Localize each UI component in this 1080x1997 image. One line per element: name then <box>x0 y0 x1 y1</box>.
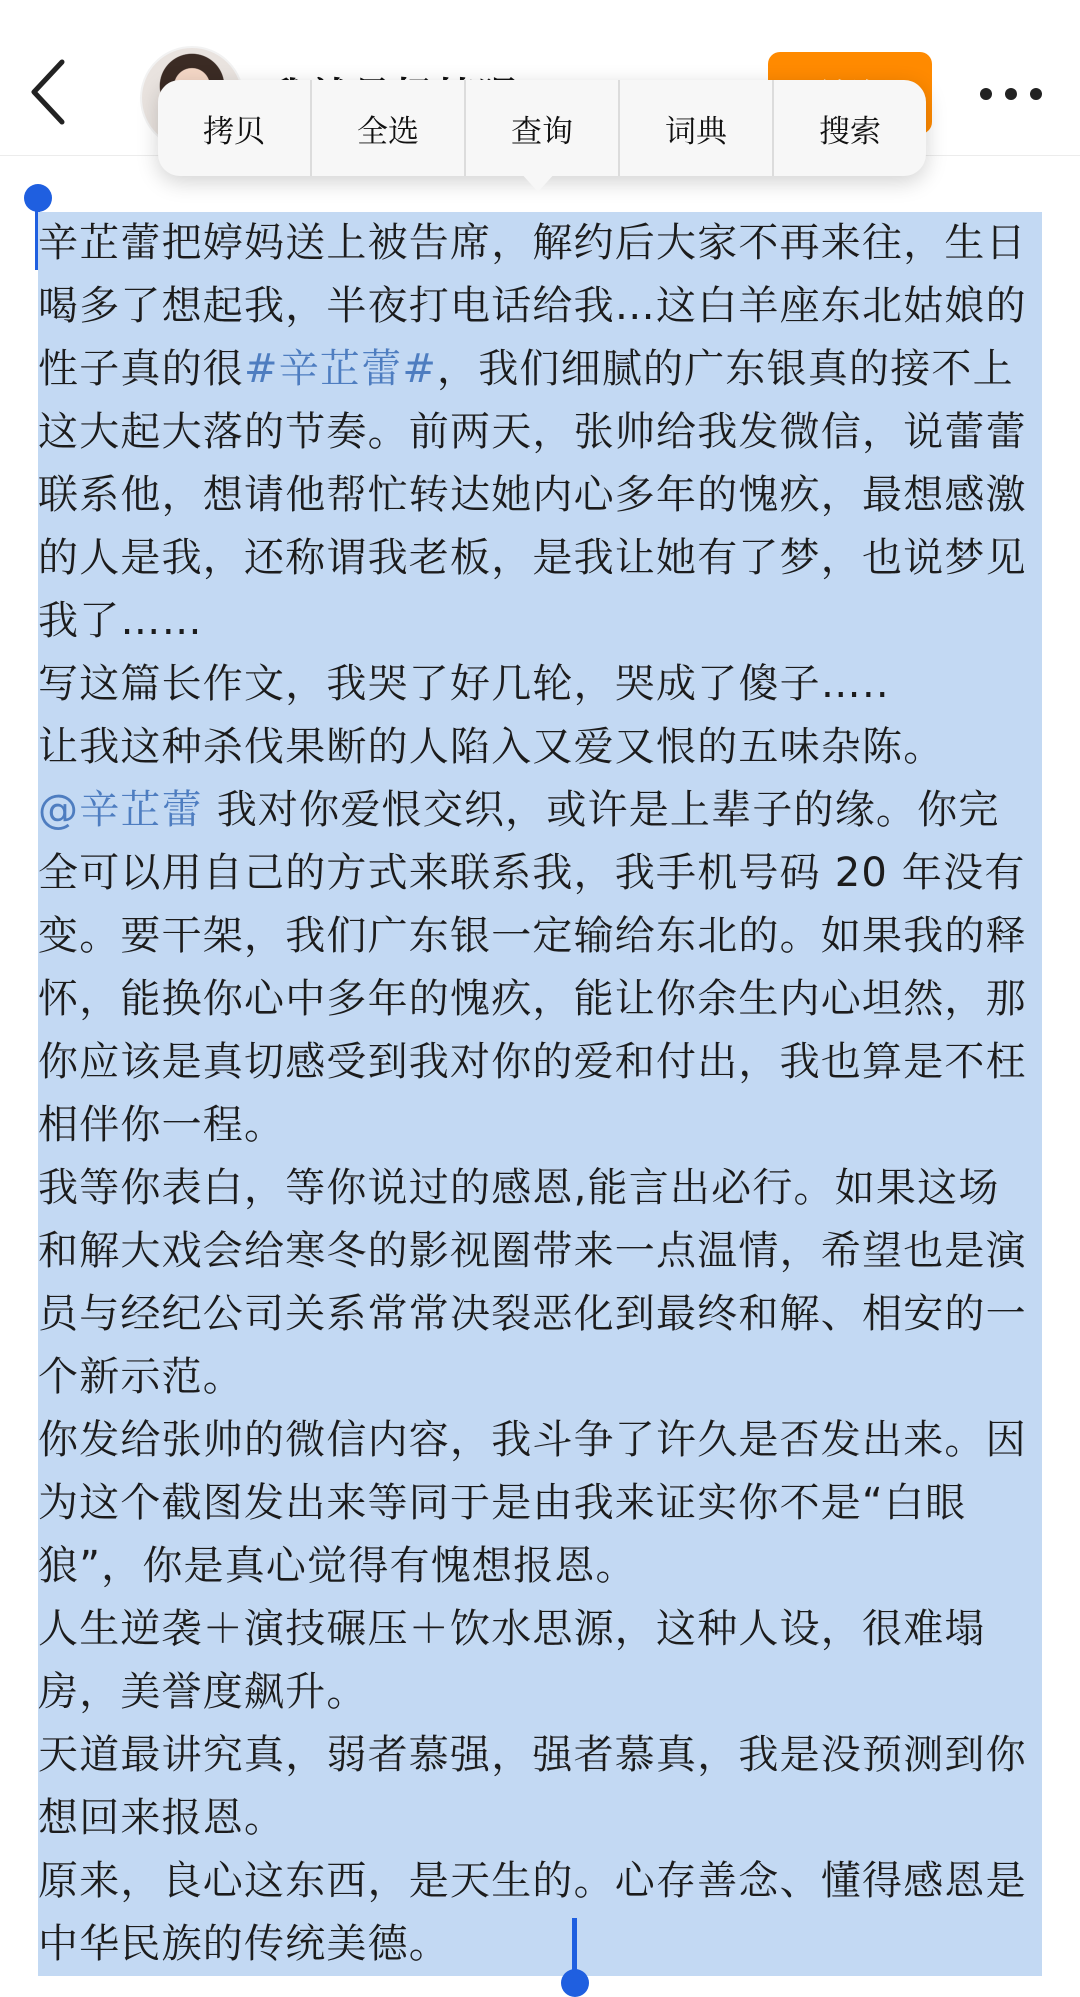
back-button[interactable] <box>22 52 82 132</box>
more-button[interactable] <box>976 64 1046 124</box>
chevron-left-icon <box>22 52 82 132</box>
menu-select-all[interactable]: 全选 <box>312 80 466 176</box>
paragraph-6: 你发给张帅的微信内容，我斗争了许久是否发出来。因为这个截图发出来等同于是由我来证实你不是“白眼狼”，你是真心觉得有愧想报恩。 <box>38 1409 1042 1598</box>
menu-pointer <box>520 172 556 192</box>
hashtag-link[interactable]: #辛芷蕾# <box>244 346 438 392</box>
paragraph-1 <box>38 212 1042 653</box>
menu-dictionary[interactable]: 词典 <box>620 80 774 176</box>
menu-search[interactable]: 搜索 <box>819 113 881 150</box>
selection-end-handle[interactable] <box>561 1969 589 1997</box>
paragraph-8: 天道最讲究真，弱者慕强，强者慕真，我是没预测到你想回来报恩。 <box>38 1724 1042 1850</box>
more-horizontal-icon <box>976 64 1046 124</box>
paragraph-text: ，我们细腻的广东银真的接不上这大起大落的节奏。前两天，张帅给我发微信，说蕾蕾联系他，想请他帮忙转达她内心多年的愧疚，最想感激的人是我，还称谓我老板，是我让她有了梦，也说梦见我了…… <box>38 346 1027 644</box>
paragraph-2: 写这篇长作文，我哭了好几轮，哭成了傻子….. <box>38 653 1042 716</box>
paragraph-3: 让我这种杀伐果断的人陷入又爱又恨的五味杂陈。 <box>38 716 1042 779</box>
menu-copy[interactable]: 拷贝 <box>158 80 312 176</box>
paragraph-5: 我等你表白，等你说过的感恩,能言出必行。如果这场和解大戏会给寒冬的影视圈带来一点温情，希望也是演员与经纪公司关系常常决裂恶化到最终和解、相安的一个新示范。 <box>38 1157 1042 1409</box>
paragraph-9: 原来，良心这东西，是天生的。心存善念、懂得感恩是中华民族的传统美德。 <box>38 1850 1042 1976</box>
menu-look-up[interactable]: 查询 <box>466 80 620 176</box>
paragraph-text: 我对你爱恨交织，或许是上辈子的缘。你完全可以用自己的方式来联系我，我手机号码 20 年没有变。要干架，我们广东银一定输给东北的。如果我的释怀，能换你心中多年的愧疚，能让你余生内心坦然，那你应该是真切感受到我对你的爱和付出，我也算是不枉相伴你一程。 <box>38 787 1027 1148</box>
post-body <box>38 212 1042 1976</box>
paragraph-7: 人生逆袭＋演技碾压＋饮水思源，这种人设，很难塌房，美誉度飙升。 <box>38 1598 1042 1724</box>
text-selection-menu <box>158 80 926 176</box>
paragraph-text: 辛芷蕾把婷妈送上被告席，解约后大家不再来往，生日喝多了想起我，半夜打电话给我…这白羊座东北姑娘的性子真的很 <box>38 220 1027 392</box>
mention-link[interactable]: @辛芷蕾 <box>38 787 203 833</box>
paragraph-4 <box>38 779 1042 1157</box>
